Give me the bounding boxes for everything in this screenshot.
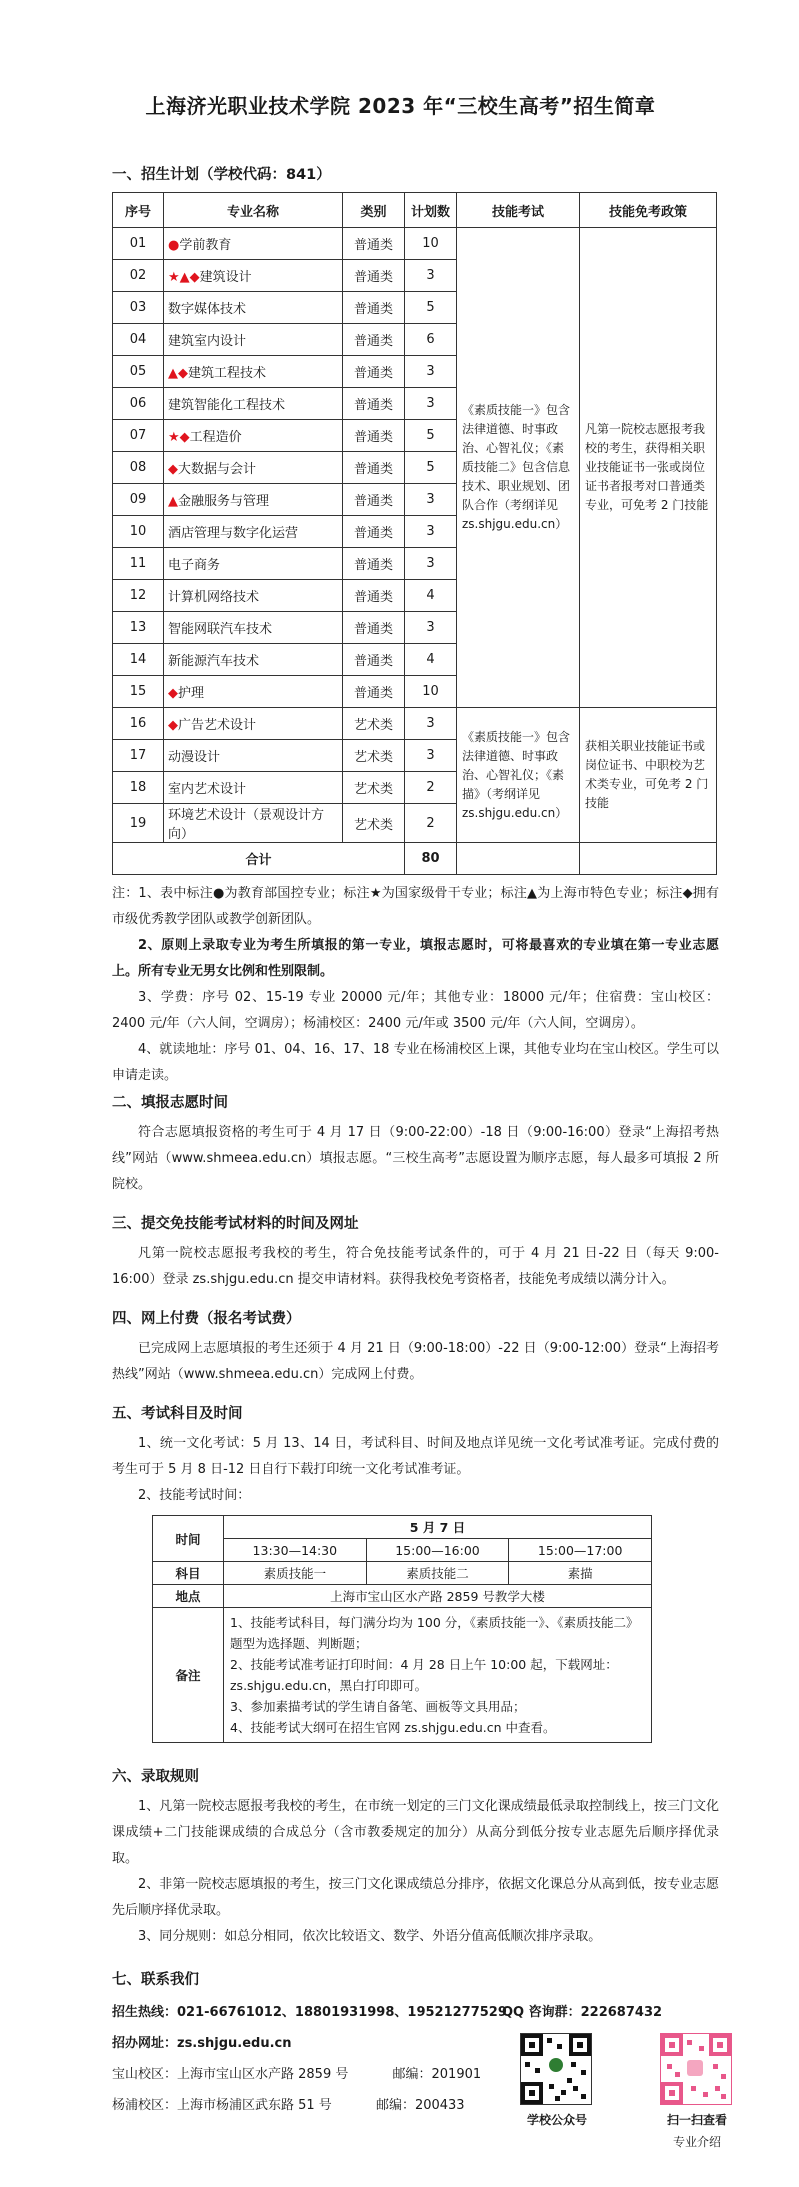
- exam-subject-label: 科目: [153, 1562, 224, 1585]
- cell-count: 3: [405, 548, 457, 580]
- total-empty-2: [580, 843, 717, 875]
- major-name: 智能网联汽车技术: [168, 622, 273, 637]
- exam-remarks: [224, 1608, 652, 1743]
- campus-yangpu: [112, 2090, 719, 2121]
- section-6-item-2: 2、非第一院校志愿填报的考生，按三门文化课成绩总分排序，依据文化课总分从高到低，按专业志愿先后顺序择优录取。: [112, 1877, 719, 1918]
- section-3-text: 凡第一院校志愿报考我校的考生，符合免技能考试条件的，可于 4 月 21 日-22 日（每天 9:00-16:00）登录 zs.shjgu.edu.cn 提交申请材料。获得我校免考资格者，技能免考成绩以满分计入。: [112, 1246, 719, 1287]
- cell-no: 18: [113, 772, 164, 804]
- cell-type: 普通类: [343, 420, 405, 452]
- qr-pattern-2: [661, 2034, 731, 2104]
- total-label: 合计: [113, 843, 405, 875]
- cell-count: 4: [405, 580, 457, 612]
- cell-count: 10: [405, 676, 457, 708]
- cell-no: 05: [113, 356, 164, 388]
- contact-hotline: 招生热线：021-66761012、18801931998、19521277529: [112, 2005, 507, 2020]
- cell-count: 3: [405, 516, 457, 548]
- cell-major: [164, 292, 343, 324]
- col-header-exempt-policy: 技能免考政策: [580, 193, 717, 228]
- exam-remark-label: 备注: [153, 1608, 224, 1743]
- exam-subject-3: 素描: [509, 1562, 652, 1585]
- exam-remark-1: 1、技能考试科目，每门满分均为 100 分，《素质技能一》、《素质技能二》题型为选择题、判断题；: [230, 1615, 639, 1651]
- major-name: 工程造价: [189, 430, 242, 445]
- cell-count: 5: [405, 292, 457, 324]
- cell-count: 3: [405, 740, 457, 772]
- col-header-type: 类别: [343, 193, 405, 228]
- qq-group: QQ 咨询群：222687432: [502, 2005, 663, 2020]
- qr-code-major-intro[interactable]: [660, 2033, 732, 2105]
- major-name: 室内艺术设计: [168, 782, 247, 797]
- cell-type: 普通类: [343, 292, 405, 324]
- table-row: [113, 708, 717, 740]
- exam-slot-2: 15:00—16:00: [366, 1539, 509, 1562]
- col-header-no: 序号: [113, 193, 164, 228]
- cell-count: 3: [405, 708, 457, 740]
- qr-code-official-account[interactable]: [520, 2033, 592, 2105]
- exam-remark-2: 2、技能考试准考证打印时间：4 月 28 日上午 10:00 起，下载网址：zs.shjgu.edu.cn，黑白打印即可。: [230, 1657, 618, 1693]
- section-7-heading: 七、联系我们: [112, 1972, 199, 1988]
- cell-type: 普通类: [343, 484, 405, 516]
- cell-count: 10: [405, 228, 457, 260]
- exam-time-label: 时间: [153, 1516, 224, 1562]
- skill-exam-table: [152, 1515, 652, 1743]
- cell-type: 普通类: [343, 260, 405, 292]
- cell-type: 艺术类: [343, 708, 405, 740]
- cell-major: [164, 644, 343, 676]
- baoshan-zip: 邮编：201901: [392, 2067, 482, 2082]
- major-name: 护理: [178, 686, 205, 701]
- cell-major: [164, 452, 343, 484]
- section-3-heading: 三、提交免技能考试材料的时间及网址: [112, 1216, 359, 1232]
- major-name: 建筑工程技术: [188, 366, 267, 381]
- cell-count: 5: [405, 420, 457, 452]
- major-marks: ◆: [168, 462, 178, 477]
- major-name: 建筑设计: [199, 270, 252, 285]
- cell-type: 艺术类: [343, 804, 405, 843]
- section-6-item-3: 3、同分规则：如总分相同，依次比较语文、数学、外语分值高低顺次排序录取。: [138, 1929, 602, 1944]
- section-5-heading: 五、考试科目及时间: [112, 1406, 243, 1422]
- major-name: 新能源汽车技术: [168, 654, 260, 669]
- qr-pattern-1: [521, 2034, 591, 2104]
- section-6-heading: 六、录取规则: [112, 1769, 199, 1785]
- major-marks: ★◆: [168, 430, 190, 445]
- major-name: 学前教育: [179, 238, 232, 253]
- cell-skill-exam-art: 《素质技能一》包含法律道德、时事政治、心智礼仪；《素描》（考纲详见zs.shjgu.edu.cn）: [457, 708, 580, 843]
- cell-major: [164, 804, 343, 843]
- section-6-item-1: 1、凡第一院校志愿报考我校的考生，在市统一划定的三门文化课成绩最低录取控制线上，按三门文化课成绩+二门技能课成绩的合成总分（含市教委规定的加分）从高分到低分按专业志愿先后顺序择优录取。: [112, 1799, 719, 1866]
- major-name: 环境艺术设计（景观设计方向）: [168, 808, 325, 842]
- cell-no: 19: [113, 804, 164, 843]
- exam-subject-1: 素质技能一: [224, 1562, 367, 1585]
- cell-no: 03: [113, 292, 164, 324]
- major-name: 广告艺术设计: [178, 718, 257, 733]
- note-3: 3、学费：序号 02、15-19 专业 20000 元/年；其他专业：18000 元/年；住宿费：宝山校区：2400 元/年（六人间，空调房）；杨浦校区：2400 元/年或 3500 元/年（六人间，空调房）。: [112, 990, 719, 1031]
- notes-block: [112, 881, 719, 1089]
- exam-remark-3: 3、参加素描考试的学生请自备笔、画板等文具用品；: [230, 1699, 526, 1714]
- exam-place-label: 地点: [153, 1585, 224, 1608]
- major-name: 建筑智能化工程技术: [168, 398, 286, 413]
- contact-website[interactable]: 招办网址：zs.shjgu.edu.cn: [112, 2036, 292, 2051]
- cell-no: 09: [113, 484, 164, 516]
- cell-major: [164, 740, 343, 772]
- major-name: 动漫设计: [168, 750, 221, 765]
- enrollment-plan-table: [112, 192, 717, 875]
- section-4-heading: 四、网上付费（报名考试费）: [112, 1311, 301, 1327]
- cell-type: 普通类: [343, 324, 405, 356]
- yangpu-zip: 邮编：200433: [375, 2098, 465, 2113]
- cell-count: 2: [405, 772, 457, 804]
- qr1-caption: 学校公众号: [526, 2113, 587, 2127]
- major-name: 计算机网络技术: [168, 590, 260, 605]
- cell-count: 3: [405, 612, 457, 644]
- cell-type: 普通类: [343, 548, 405, 580]
- major-name: 数字媒体技术: [168, 302, 247, 317]
- major-marks: ◆: [168, 686, 178, 701]
- cell-major: [164, 228, 343, 260]
- cell-no: 07: [113, 420, 164, 452]
- exam-subject-2: 素质技能二: [366, 1562, 509, 1585]
- cell-no: 10: [113, 516, 164, 548]
- note-2: 2、原则上录取专业为考生所填报的第一专业，填报志愿时，可将最喜欢的专业填在第一专业志愿上。所有专业无男女比例和性别限制。: [112, 938, 719, 979]
- major-name: 酒店管理与数字化运营: [168, 526, 299, 541]
- table-row: [113, 228, 717, 260]
- baoshan-address: 宝山校区：上海市宝山区水产路 2859 号: [112, 2067, 349, 2082]
- section-1-heading: 一、招生计划（学校代码：841）: [112, 167, 331, 183]
- cell-exempt-general: 凡第一院校志愿报考我校的考生，获得相关职业技能证书一张或岗位证书者报考对口普通类专业，可免考 2 门技能: [580, 228, 717, 708]
- section-5-para-2: 2、技能考试时间：: [138, 1488, 251, 1503]
- cell-no: 04: [113, 324, 164, 356]
- cell-count: 3: [405, 356, 457, 388]
- col-header-skill-exam: 技能考试: [457, 193, 580, 228]
- cell-no: 11: [113, 548, 164, 580]
- col-header-major: 专业名称: [164, 193, 343, 228]
- cell-exempt-art: 获相关职业技能证书或岗位证书、中职校为艺术类专业，可免考 2 门技能: [580, 708, 717, 843]
- section-5-para-1: 1、统一文化考试：5 月 13、14 日，考试科目、时间及地点详见统一文化考试准考证。完成付费的考生可于 5 月 8 日-12 日自行下载打印统一文化考试准考证。: [112, 1436, 719, 1477]
- cell-no: 17: [113, 740, 164, 772]
- table-header-row: [113, 193, 717, 228]
- cell-type: 普通类: [343, 516, 405, 548]
- cell-no: 02: [113, 260, 164, 292]
- cell-type: 普通类: [343, 580, 405, 612]
- cell-count: 4: [405, 644, 457, 676]
- cell-no: 14: [113, 644, 164, 676]
- cell-count: 5: [405, 452, 457, 484]
- cell-major: [164, 548, 343, 580]
- major-marks: ▲◆: [168, 366, 188, 381]
- cell-count: 3: [405, 484, 457, 516]
- note-4: 4、就读地址：序号 01、04、16、17、18 专业在杨浦校区上课，其他专业均在宝山校区。学生可以申请走读。: [112, 1042, 719, 1083]
- cell-no: 15: [113, 676, 164, 708]
- cell-type: 普通类: [343, 388, 405, 420]
- section-2-text: 符合志愿填报资格的考生可于 4 月 17 日（9:00-22:00）-18 日（9:00-16:00）登录“上海招考热线”网站（www.shmeea.edu.cn）填报志愿。“三校生高考”志愿设置为顺序志愿，每人最多可填报 2 所院校。: [112, 1125, 719, 1192]
- cell-count: 3: [405, 388, 457, 420]
- cell-major: [164, 356, 343, 388]
- cell-major: [164, 388, 343, 420]
- major-name: 金融服务与管理: [178, 494, 270, 509]
- total-value: 80: [405, 843, 457, 875]
- major-name: 建筑室内设计: [168, 334, 247, 349]
- major-marks: ★▲◆: [168, 270, 200, 285]
- cell-type: 普通类: [343, 228, 405, 260]
- cell-type: 普通类: [343, 612, 405, 644]
- major-marks: ◆: [168, 718, 178, 733]
- cell-no: 08: [113, 452, 164, 484]
- exam-remark-4: 4、技能考试大纲可在招生官网 zs.shjgu.edu.cn 中查看。: [230, 1720, 556, 1735]
- cell-major: [164, 708, 343, 740]
- cell-major: [164, 420, 343, 452]
- cell-major: [164, 772, 343, 804]
- cell-no: 12: [113, 580, 164, 612]
- yangpu-address: 杨浦校区：上海市杨浦区武东路 51 号: [112, 2098, 332, 2113]
- cell-no: 16: [113, 708, 164, 740]
- cell-type: 普通类: [343, 452, 405, 484]
- qr2-caption-2: 专业介绍: [672, 2135, 721, 2149]
- section-2-heading: 二、填报志愿时间: [112, 1095, 228, 1111]
- cell-type: 艺术类: [343, 740, 405, 772]
- major-marks: ●: [168, 238, 180, 253]
- exam-slot-3: 15:00—17:00: [509, 1539, 652, 1562]
- qr2-caption: 扫一扫查看: [666, 2113, 727, 2127]
- cell-type: 普通类: [343, 676, 405, 708]
- total-empty-1: [457, 843, 580, 875]
- major-name: 大数据与会计: [178, 462, 257, 477]
- campus-baoshan: [112, 2059, 719, 2090]
- exam-date: 5 月 7 日: [224, 1516, 652, 1539]
- cell-no: 06: [113, 388, 164, 420]
- page-title: 上海济光职业技术学院 2023 年“三校生高考”招生简章: [145, 94, 656, 118]
- major-marks: ▲: [168, 494, 178, 509]
- note-1: 注：1、表中标注●为教育部国控专业；标注★为国家级骨干专业；标注▲为上海市特色专业；标注◆拥有市级优秀教学团队或教学创新团队。: [112, 886, 719, 927]
- total-row: [113, 843, 717, 875]
- contact-block: [112, 1997, 727, 2187]
- cell-major: [164, 324, 343, 356]
- cell-count: 3: [405, 260, 457, 292]
- exam-place: 上海市宝山区水产路 2859 号教学大楼: [224, 1585, 652, 1608]
- cell-type: 普通类: [343, 356, 405, 388]
- section-4-text: 已完成网上志愿填报的考生还须于 4 月 21 日（9:00-18:00）-22 日（9:00-12:00）登录“上海招考热线”网站（www.shmeea.edu.cn）完成网上付费。: [112, 1341, 719, 1382]
- cell-major: [164, 516, 343, 548]
- cell-major: [164, 260, 343, 292]
- exam-slot-1: 13:30—14:30: [224, 1539, 367, 1562]
- cell-major: [164, 580, 343, 612]
- cell-type: 艺术类: [343, 772, 405, 804]
- cell-major: [164, 612, 343, 644]
- cell-major: [164, 484, 343, 516]
- cell-major: [164, 676, 343, 708]
- cell-no: 13: [113, 612, 164, 644]
- col-header-count: 计划数: [405, 193, 457, 228]
- plan-table-body: [113, 228, 717, 875]
- major-name: 电子商务: [168, 558, 221, 573]
- cell-no: 01: [113, 228, 164, 260]
- cell-count: 6: [405, 324, 457, 356]
- cell-skill-exam-general: 《素质技能一》包含法律道德、时事政治、心智礼仪；《素质技能二》包含信息技术、职业规划、团队合作（考纲详见zs.shjgu.edu.cn）: [457, 228, 580, 708]
- cell-type: 普通类: [343, 644, 405, 676]
- cell-count: 2: [405, 804, 457, 843]
